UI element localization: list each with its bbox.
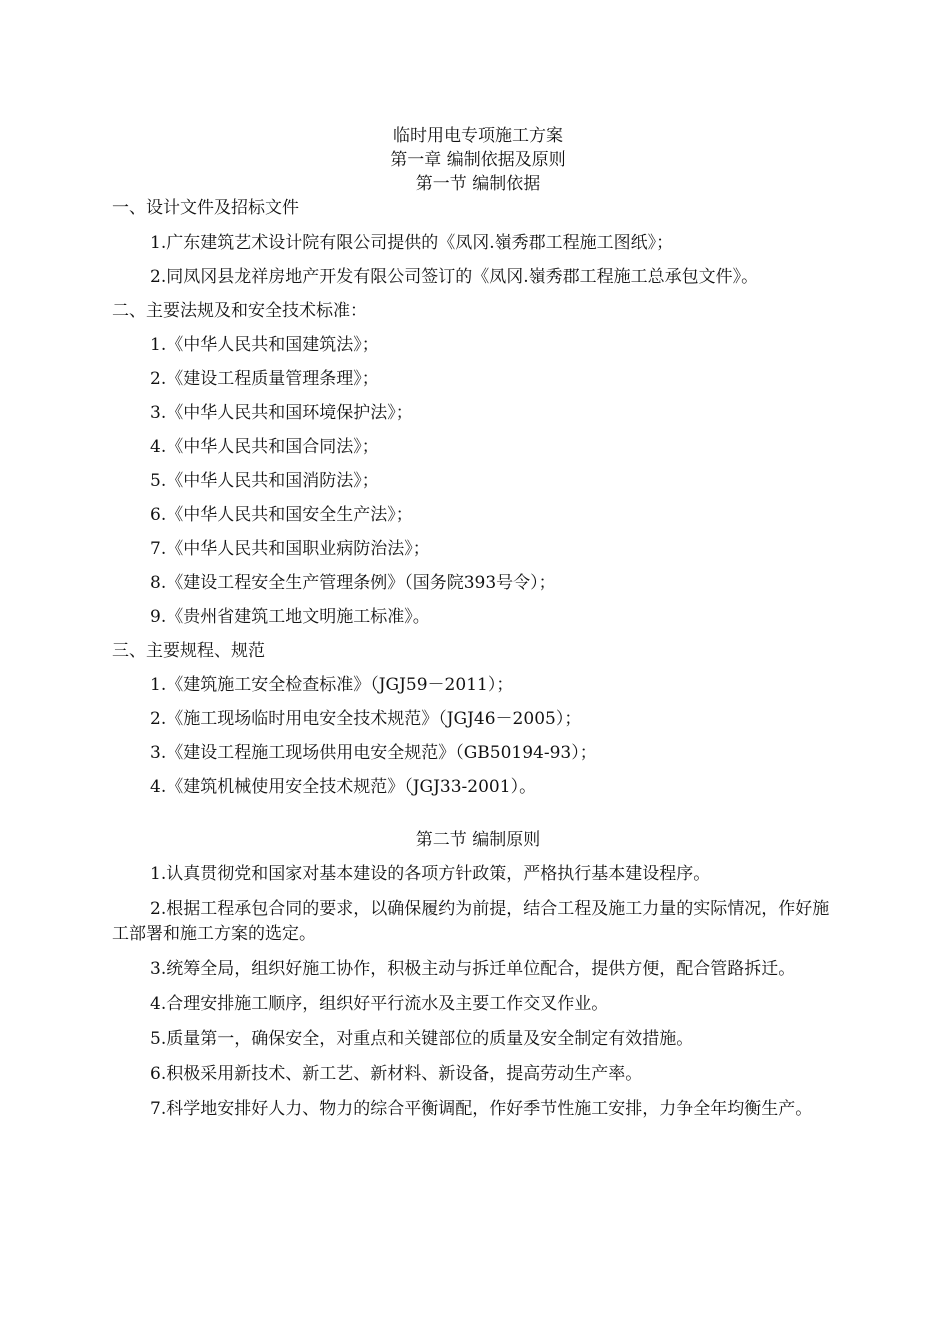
principle-paragraph: 2.根据工程承包合同的要求，以确保履约为前提，结合工程及施工力量的实际情况，作好施工部署和施工方案的选定。 (112, 899, 830, 944)
principle-paragraph: 6.积极采用新技术、新工艺、新材料、新设备，提高劳动生产率。 (150, 1064, 643, 1084)
principle-paragraph: 3.统筹全局，组织好施工协作，积极主动与拆迁单位配合，提供方便，配合管路拆迁。 (150, 959, 796, 979)
group-list-1 (112, 226, 844, 294)
list-item: 9.《贵州省建筑工地文明施工标准》。 (150, 607, 430, 627)
principles-list (112, 862, 844, 1122)
principle-paragraph: 7.科学地安排好人力、物力的综合平衡调配，作好季节性施工安排，力争全年均衡生产。 (150, 1099, 813, 1119)
list-item: 1.《建筑施工安全检查标准》（JGJ59－2011）； (150, 675, 514, 695)
list-item: 6.《中华人民共和国安全生产法》； (150, 505, 413, 525)
section-heading-2: 第二节 编制原则 (415, 830, 541, 850)
chapter-heading: 第一章 编制依据及原则 (390, 150, 566, 170)
list-item: 7.《中华人民共和国职业病防治法》； (150, 539, 430, 559)
list-item: 2.《建设工程质量管理条理》； (150, 369, 379, 389)
list-item: 1.《中华人民共和国建筑法》； (150, 335, 379, 355)
group-list-2 (112, 328, 844, 634)
list-item: 5.《中华人民共和国消防法》； (150, 471, 379, 491)
list-item: 1.广东建筑艺术设计院有限公司提供的《凤冈.嶺秀郡工程施工图纸》； (150, 233, 674, 253)
group-list-3 (112, 668, 844, 804)
section-heading-1: 第一节 编制依据 (415, 174, 541, 194)
list-item: 2.《施工现场临时用电安全技术规范》（JGJ46－2005）； (150, 709, 582, 729)
principle-paragraph: 1.认真贯彻党和国家对基本建设的各项方针政策，严格执行基本建设程序。 (150, 864, 711, 884)
principle-paragraph: 5.质量第一，确保安全，对重点和关键部位的质量及安全制定有效措施。 (150, 1029, 694, 1049)
list-item: 2.同凤冈县龙祥房地产开发有限公司签订的《凤冈.嶺秀郡工程施工总承包文件》。 (150, 267, 759, 287)
group-heading-1: 一、设计文件及招标文件 (112, 198, 299, 218)
list-item: 3.《中华人民共和国环境保护法》； (150, 403, 413, 423)
list-item: 3.《建设工程施工现场供用电安全规范》（GB50194-93）； (150, 743, 597, 763)
group-heading-2: 二、主要法规及和安全技术标准： (112, 301, 367, 321)
group-heading-3: 三、主要规程、规范 (112, 641, 265, 661)
spacer (112, 804, 844, 828)
list-item: 4.《建筑机械使用安全技术规范》（JGJ33-2001）。 (150, 777, 537, 797)
document-title: 临时用电专项施工方案 (393, 126, 563, 146)
document-content (112, 124, 844, 1132)
principle-paragraph: 4.合理安排施工顺序，组织好平行流水及主要工作交叉作业。 (150, 994, 609, 1014)
list-item: 4.《中华人民共和国合同法》； (150, 437, 379, 457)
list-item: 8.《建设工程安全生产管理条例》（国务院393号令）； (150, 573, 556, 593)
